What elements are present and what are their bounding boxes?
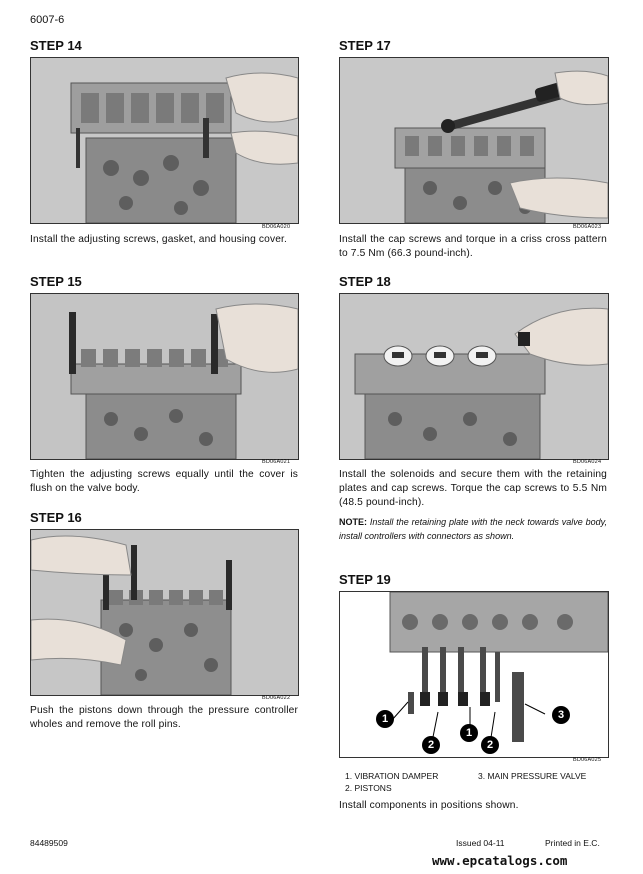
legend-item-2: 2. PISTONS: [345, 783, 392, 793]
page-code: 6007-6: [30, 14, 65, 26]
step-18-note: [339, 516, 607, 543]
step-18-photo: [339, 293, 609, 460]
step-15-text: Tighten the adjusting screws equally until the cover is flush on the valve body.: [30, 469, 298, 494]
callout-vibration-damper-1: 1: [376, 710, 394, 728]
step-17-figure-code: BD06A023: [573, 224, 602, 230]
step-15-figure-code: BD06A021: [262, 459, 291, 465]
legend-item-1: 1. VIBRATION DAMPER: [345, 771, 439, 781]
step-19-text: Install components in positions shown.: [339, 800, 519, 811]
doc-number: 84489509: [30, 838, 68, 848]
step-16-text: Push the pistons down through the pressure controller wholes and remove the roll pins.: [30, 705, 298, 730]
callout-pistons-2b: 2: [481, 736, 499, 754]
step-18-figure-code: BD06A024: [573, 459, 602, 465]
step-14-photo: [30, 57, 299, 224]
step-19-photo: [339, 591, 609, 758]
step-18-heading: STEP 18: [339, 274, 391, 289]
step-19-figure-code: BD06A025: [573, 757, 602, 763]
note-label: NOTE:: [339, 517, 367, 527]
step-17-illustration: [340, 58, 608, 223]
step-18-text: Install the solenoids and secure them with the retaining plates and cap screws. Torque the cap screws to 5.5 Nm (48.5 pound-inch).: [339, 469, 607, 508]
step-14-heading: STEP 14: [30, 38, 82, 53]
step-16-heading: STEP 16: [30, 510, 82, 525]
step-16-figure-code: BD06A022: [262, 695, 291, 701]
callout-main-pressure-valve-3: 3: [552, 706, 570, 724]
step-14-illustration: [31, 58, 298, 223]
step-17-heading: STEP 17: [339, 38, 391, 53]
step-14-text: Install the adjusting screws, gasket, and housing cover.: [30, 234, 288, 245]
step-15-photo: [30, 293, 299, 460]
callout-pistons-2: 2: [422, 736, 440, 754]
step-14-figure-code: BD06A020: [262, 224, 291, 230]
issued-date: Issued 04-11: [456, 838, 505, 848]
step-15-illustration: [31, 294, 298, 459]
legend-item-3: 3. MAIN PRESSURE VALVE: [478, 771, 587, 781]
step-15-heading: STEP 15: [30, 274, 82, 289]
note-text: Install the retaining plate with the neck towards valve body, install controllers with connectors as shown.: [339, 517, 607, 541]
watermark: www.epcatalogs.com: [432, 853, 568, 868]
step-19-heading: STEP 19: [339, 572, 391, 587]
callout-vibration-damper-1b: 1: [460, 724, 478, 742]
step-16-photo: [30, 529, 299, 696]
printed-location: Printed in E.C.: [545, 838, 600, 848]
step-17-photo: [339, 57, 609, 224]
step-18-illustration: [340, 294, 608, 459]
step-16-illustration: [31, 530, 298, 695]
step-17-text: Install the cap screws and torque in a criss cross pattern to 7.5 Nm (66.3 pound-inch).: [339, 234, 607, 259]
